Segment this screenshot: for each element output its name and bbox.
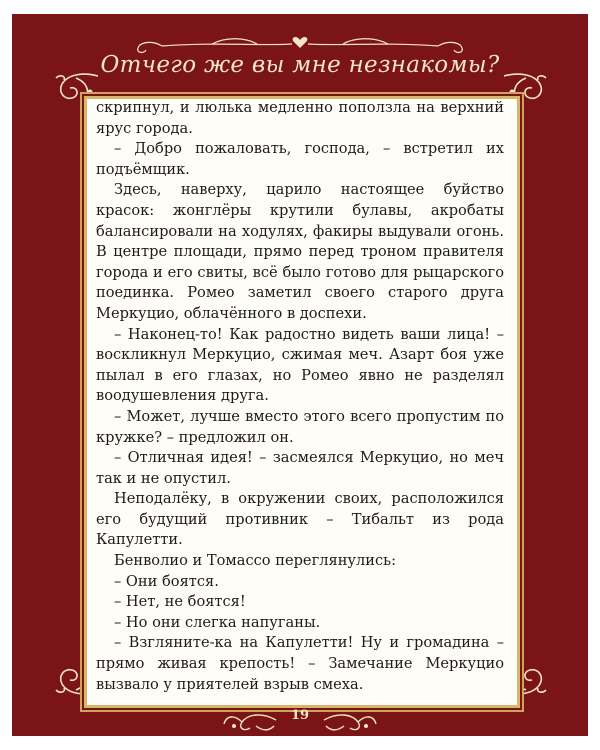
- paragraph: Бенволио и Томассо переглянулись:: [114, 552, 397, 570]
- page-header-title: Отчего же вы мне незнакомы?: [100, 52, 500, 78]
- story-text: [96, 98, 504, 695]
- paragraph: – Отличная идея! – засмеялся Меркуцио, но меч так и не опустил.: [96, 449, 504, 487]
- paragraph: Неподалёку, в окружении своих, расположился его будущий противник – Тибальт из рода Капулетти.: [96, 490, 504, 549]
- paragraph: – Может, лучше вместо этого всего пропустим по кружке? – предложил он.: [96, 407, 504, 446]
- paragraph: – Нет, не боятся!: [114, 593, 246, 611]
- page-background: [12, 14, 588, 736]
- paragraph: Здесь, наверху, царило настоящее буйство красок: жонглёры крутили булавы, акробаты балансировали на ходулях, факиры выдували огонь. В центре площади, прямо перед троном правителя города и его свиты, всё было готово для рыцарского поединка. Ромео заметил своего старого друга Меркуцио, облачённого в доспехи.: [96, 181, 504, 322]
- paragraph: – Наконец-то! Как радостно видеть ваши лица! – воскликнул Меркуцио, сжимая меч. Азарт боя уже пылал в его глазах, но Ромео явно не разделял воодушевления друга.: [96, 325, 504, 405]
- paragraph: скрипнул, и люлька медленно поползла на верхний ярус города.: [96, 99, 504, 137]
- paragraph: – Взгляните-ка на Капулетти! Ну и громадина – прямо живая крепость! – Замечание Меркуцио вызвало у приятелей взрыв смеха.: [96, 634, 504, 693]
- page-number: 19: [290, 708, 310, 723]
- paragraph: – Но они слегка напуганы.: [114, 613, 321, 631]
- paragraph: – Добро пожаловать, господа, – встретил их подъёмщик.: [96, 140, 504, 178]
- paragraph: – Они боятся.: [114, 572, 219, 590]
